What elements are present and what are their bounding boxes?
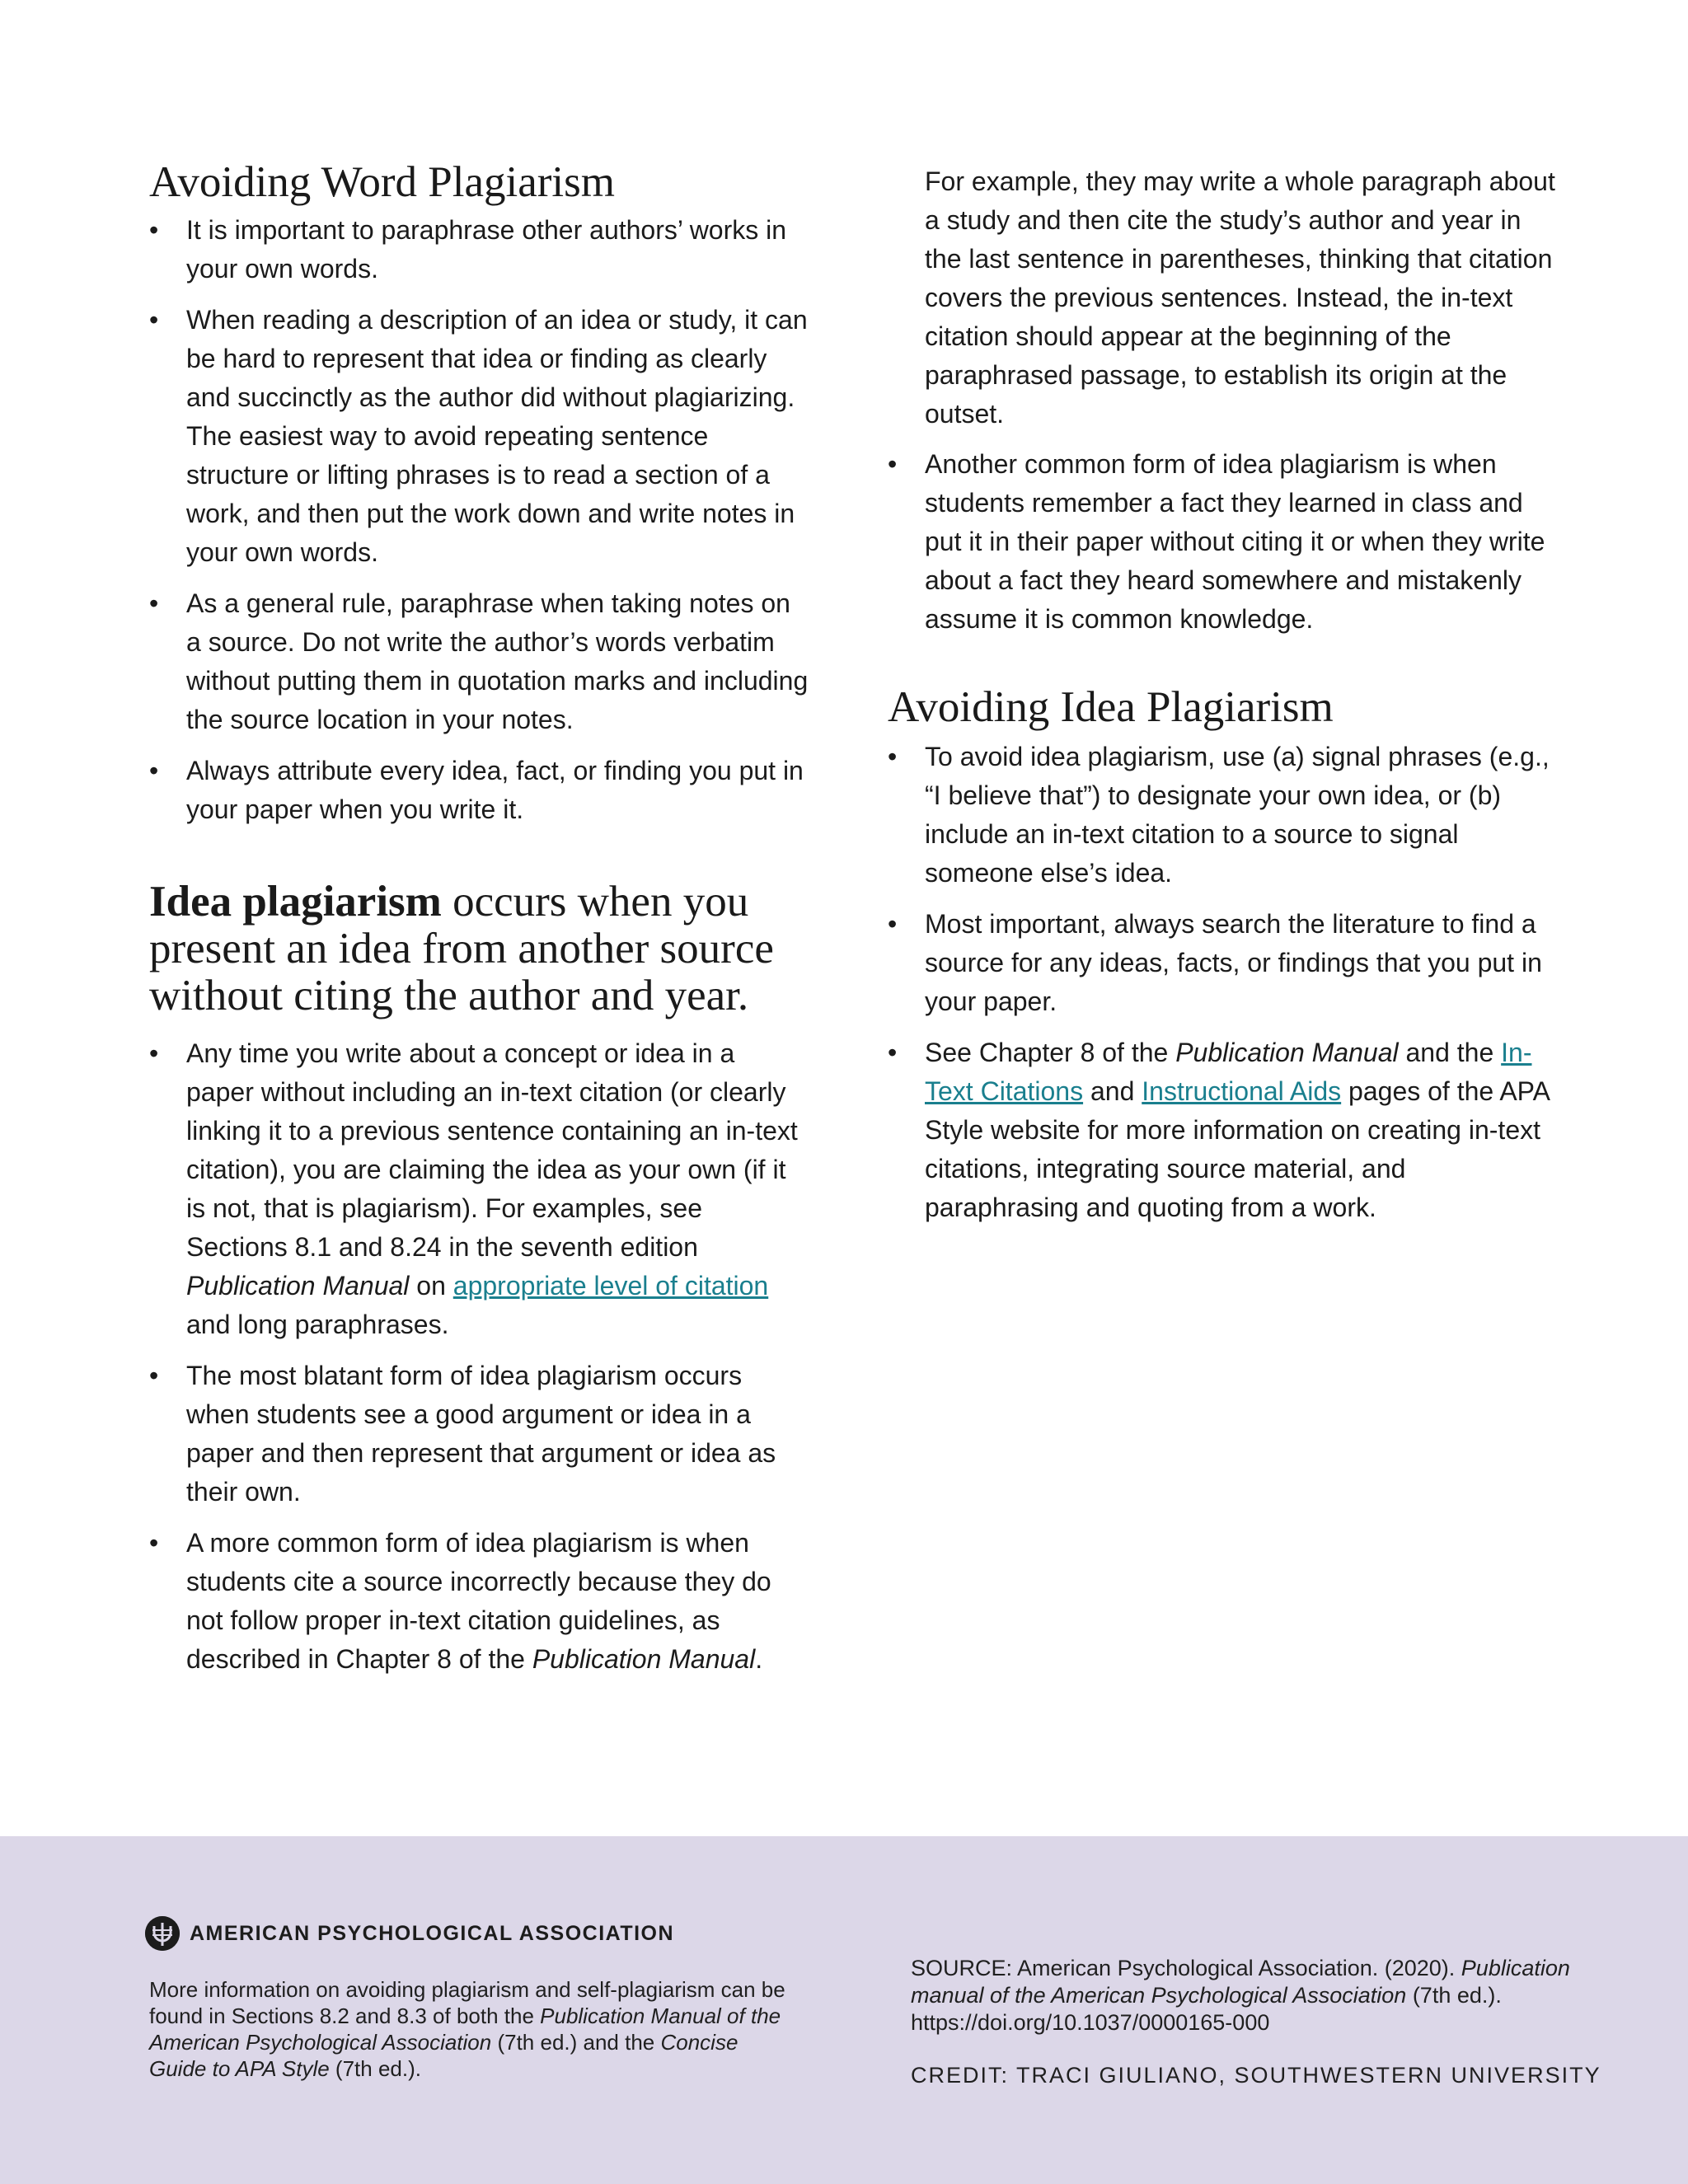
footer-credit: CREDIT: TRACI GIULIANO, SOUTHWESTERN UNIVERSITY [911,2063,1601,2088]
list-item: • Another common form of idea plagiarism is when students remember a fact they learned in class and put it in their paper without citing it or when they write about a fact they heard somewhere and mistakenly assume it is common knowledge. [888,449,1545,634]
list-item: • When reading a description of an idea or study, it can be hard to represent that idea or finding as clearly and succinctly as the author did without plagiarizing. The easiest way to avoid repeating sentence structure or lifting phrases is to read a section of a work, and then put the work down and write notes in your own words. [149,305,808,567]
list-item: • The most blatant form of idea plagiarism occurs when students see a good argument or idea in a paper and then represent that argument or idea as their own. [149,1361,776,1507]
idea-plagiarism-callout: Idea plagiarism occurs when you present an idea from another source without citing the author and year. [149,878,774,1019]
appropriate-level-of-citation-link[interactable]: appropriate level of citation [452,1271,769,1301]
left-column [149,157,809,1691]
list-item: • Any time you write about a concept or idea in a paper without including an in-text citation (or clearly linking it to a previous sentence containing an in-text citation), you are claiming the idea as your own (if it is not, that is plagiarism). For examples, see Sections 8.1 and 8.24 in the seventh edition Publication Manual on appropriate level of citation and long paraphrases. [149,1038,798,1339]
idea-plagiarism-heading: Avoiding Idea Plagiarism [888,683,1334,731]
word-plagiarism-heading: Avoiding Word Plagiarism [149,158,615,206]
psi-logo-icon [145,1916,180,1951]
right-column [888,162,1555,1240]
common-idea-plagiarism-list [888,445,1555,639]
list-item: • A more common form of idea plagiarism is when students cite a source incorrectly because they do not follow proper in-text citation guidelines, as described in Chapter 8 of the Publication Manual. [149,1528,771,1674]
list-item: • To avoid idea plagiarism, use (a) signal phrases (e.g., “I believe that”) to designate your own idea, or (b) include an in-text citation to a source to signal someone else’s idea. [888,742,1550,888]
avoid-idea-plagiarism-list [888,738,1555,1227]
callout-bold-term: Idea plagiarism [149,878,442,926]
list-item: • Most important, always search the literature to find a source for any ideas, facts, or findings that you put in your paper. [888,909,1542,1016]
list-item: • It is important to paraphrase other authors’ works in your own words. [149,215,787,284]
footer-band [0,1836,1688,2184]
apa-logo [145,1916,674,1951]
idea-plagiarism-list [149,1034,809,1679]
word-plagiarism-list [149,211,809,829]
continued-paragraph: For example, they may write a whole paragraph about a study and then cite the study’s author and year in the last sentence in parentheses, thinking that citation covers the previous sentences. Instead, the in-text citation should appear at the beginning of the paraphrased passage, to establish its origin at the outset. [925,166,1555,429]
footer-more-info: More information on avoiding plagiarism and self-plagiarism can be found in Sections 8.2 and 8.3 of both the Publication Manual of the American Psychological Association (7th ed.) and the Concise Guide to APA Style (7th ed.). [149,1977,785,2081]
list-item: • See Chapter 8 of the Publication Manual and the In-Text Citations and Instructional Aids pages of the APA Style website for more information on creating in-text citations, integrating source material, and paraphrasing and quoting from a work. [888,1038,1550,1222]
list-item: • As a general rule, paraphrase when taking notes on a source. Do not write the author’s words verbatim without putting them in quotation marks and including the source location in your notes. [149,588,809,734]
in-text-citations-link[interactable]: In-Text Citations [925,1038,1532,1106]
instructional-aids-link[interactable]: Instructional Aids [1142,1076,1342,1106]
list-item: • Always attribute every idea, fact, or finding you put in your paper when you write it. [149,756,804,824]
logo-wordmark: AMERICAN PSYCHOLOGICAL ASSOCIATION [190,1921,675,1945]
footer-source-citation: SOURCE: American Psychological Association. (2020). Publication manual of the American Psychological Association (7th ed.). https://doi.org/10.1037/0000165-000 [911,1956,1570,2035]
